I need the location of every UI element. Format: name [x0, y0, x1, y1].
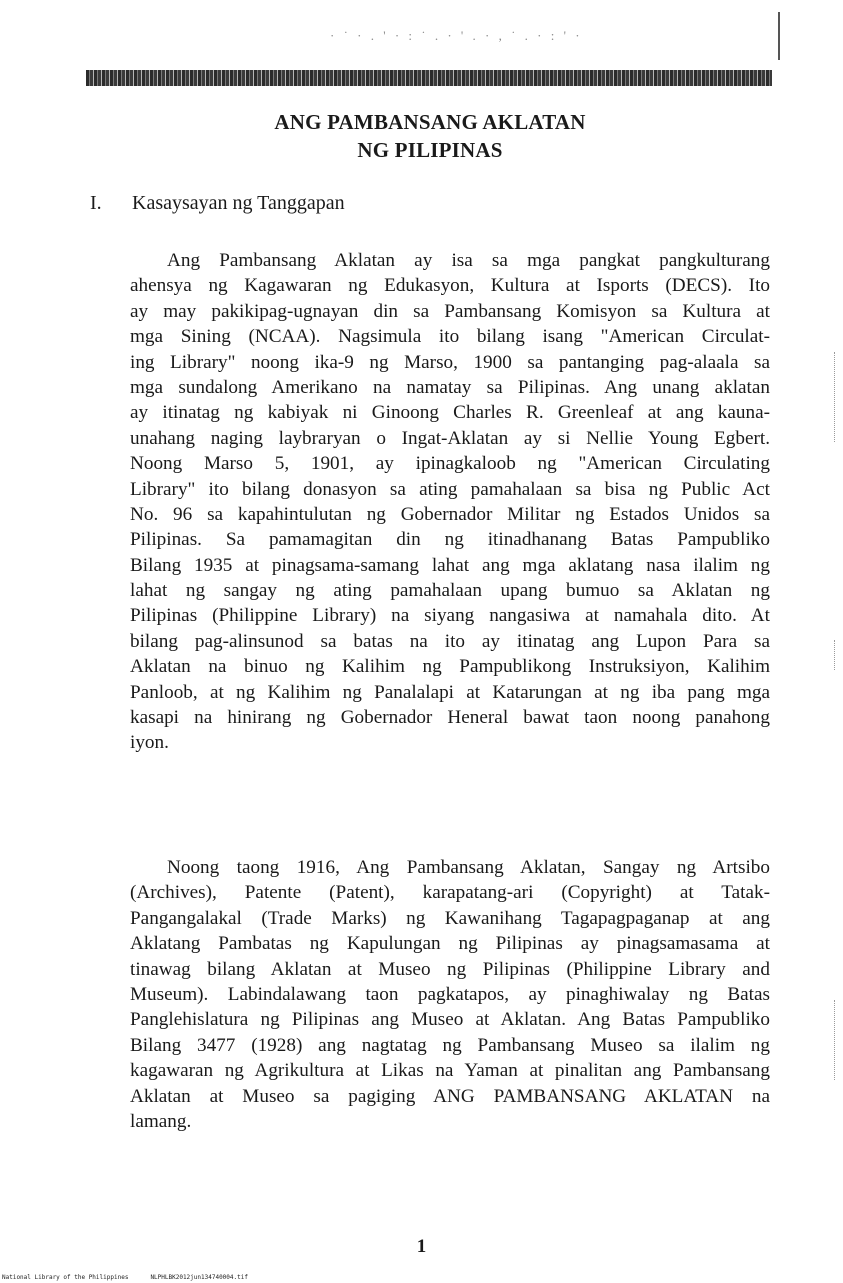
text-line: mga sundalong Amerikano na namatay sa Pilipinas. Ang unang aklatan [130, 376, 770, 398]
text-line: Noong Marso 5, 1901, ay ipinagkaloob ng "American Circulating [130, 453, 770, 475]
text-line: Noong taong 1916, Ang Pambansang Aklatan, Sangay ng Artsibo [167, 857, 770, 878]
text-line: No. 96 sa kapahintulutan ng Gobernador Militar ng Estados Unidos sa [130, 503, 770, 525]
header-rule [86, 70, 772, 86]
text-line: ing Library" noong ika-9 ng Marso, 1900 sa pantanging pag-alaala sa [130, 351, 770, 373]
text-line: lamang. [130, 1110, 192, 1132]
title-line-1: ANG PAMBANSANG AKLATAN [274, 110, 586, 134]
text-line: Pilipinas (Philippine Library) na siyang nangasiwa at namahala dito. At [130, 605, 770, 627]
text-line: Panglehislatura ng Pilipinas ang Museo at Aklatan. Ang Batas Pampubliko [130, 1009, 770, 1031]
text-line: Aklatan at Museo sa pagiging ANG PAMBANSANG AKLATAN na [130, 1085, 770, 1107]
text-line: Aklatang Pambatas ng Kapulungan ng Pilipinas ay pinagsamasama at [130, 933, 770, 955]
paragraph-history-1 [130, 248, 770, 756]
section-title: Kasaysayan ng Tanggapan [132, 192, 345, 214]
text-line: kasapi na hinirang ng Gobernador Heneral bawat taon noong panahong [130, 707, 770, 729]
scan-margin-mark [834, 640, 836, 670]
text-line: iyon. [130, 732, 169, 754]
title-line-2: NG PILIPINAS [357, 138, 503, 162]
text-line: unahang naging laybraryan o Ingat-Aklatan ay si Nellie Young Egbert. [130, 427, 770, 449]
text-line: Bilang 1935 at pinagsama-samang lahat ang mga aklatang nasa ilalim ng [130, 554, 770, 576]
text-line: tinawag bilang Aklatan at Museo ng Pilipinas (Philippine Library and [130, 958, 770, 980]
text-line: Museum). Labindalawang taon pagkatapos, ay pinaghiwalay ng Batas [130, 983, 770, 1005]
scan-margin-mark [834, 1000, 836, 1080]
text-line: Pangangalakal (Trade Marks) ng Kawanihang Tagapagpaganap at ang [130, 907, 770, 929]
text-line: Pilipinas. Sa pamamagitan din ng itinadhanang Batas Pampubliko [130, 529, 770, 551]
text-line: lahat ng sangay ng ating pamahalaan upang bumuo sa Aklatan ng [130, 580, 770, 602]
page-edge-mark [778, 12, 780, 60]
text-line: kagawaran ng Agrikultura at Likas na Yaman at pinalitan ang Pambansang [130, 1060, 770, 1082]
scan-artifacts [330, 12, 780, 62]
text-line: Bilang 3477 (1928) ang nagtatag ng Pambansang Museo sa ilalim ng [130, 1034, 770, 1056]
scan-margin-mark [834, 352, 836, 442]
text-line: Panloob, at ng Kalihim ng Panalalapi at Katarungan at ng iba pang mga [130, 681, 770, 703]
text-line: (Archives), Patente (Patent), karapatang-ari (Copyright) at Tatak- [130, 882, 770, 904]
text-line: bilang pag-alinsunod sa batas na ito ay itinatag ang Lupon Para sa [130, 630, 770, 652]
section-number: I. [90, 192, 102, 214]
footer-file-id: NLPHLBK2012jun134740004.tif [150, 1274, 248, 1281]
text-line: Ang Pambansang Aklatan ay isa sa mga pangkat pangkulturang [167, 250, 770, 271]
footer-institution: National Library of the Philippines [2, 1274, 129, 1281]
scan-footer [2, 1274, 270, 1281]
text-line: Aklatan na binuo ng Kalihim ng Pampublikong Instruksiyon, Kalihim [130, 656, 770, 678]
text-line: Library" ito bilang donasyon sa ating pamahalaan sa bisa ng Public Act [130, 478, 770, 500]
section-heading [90, 190, 345, 216]
page-number: 1 [416, 1236, 427, 1257]
paragraph-history-2 [130, 855, 770, 1134]
document-title [180, 108, 680, 164]
text-line: mga Sining (NCAA). Nagsimula ito bilang isang "American Circulat- [130, 326, 770, 348]
text-line: ay itinatag ng kabiyak ni Ginoong Charles R. Greenleaf at ang kauna- [130, 402, 770, 424]
text-line: ahensya ng Kagawaran ng Edukasyon, Kultura at Isports (DECS). Ito [130, 275, 770, 297]
scan-smudge: · ˙ · . ' · : ˙ . · ' . · , ˙ . · : ' · [330, 28, 583, 43]
text-line: ay may pakikipag-ugnayan din sa Pambansang Komisyon sa Kultura at [130, 300, 770, 322]
